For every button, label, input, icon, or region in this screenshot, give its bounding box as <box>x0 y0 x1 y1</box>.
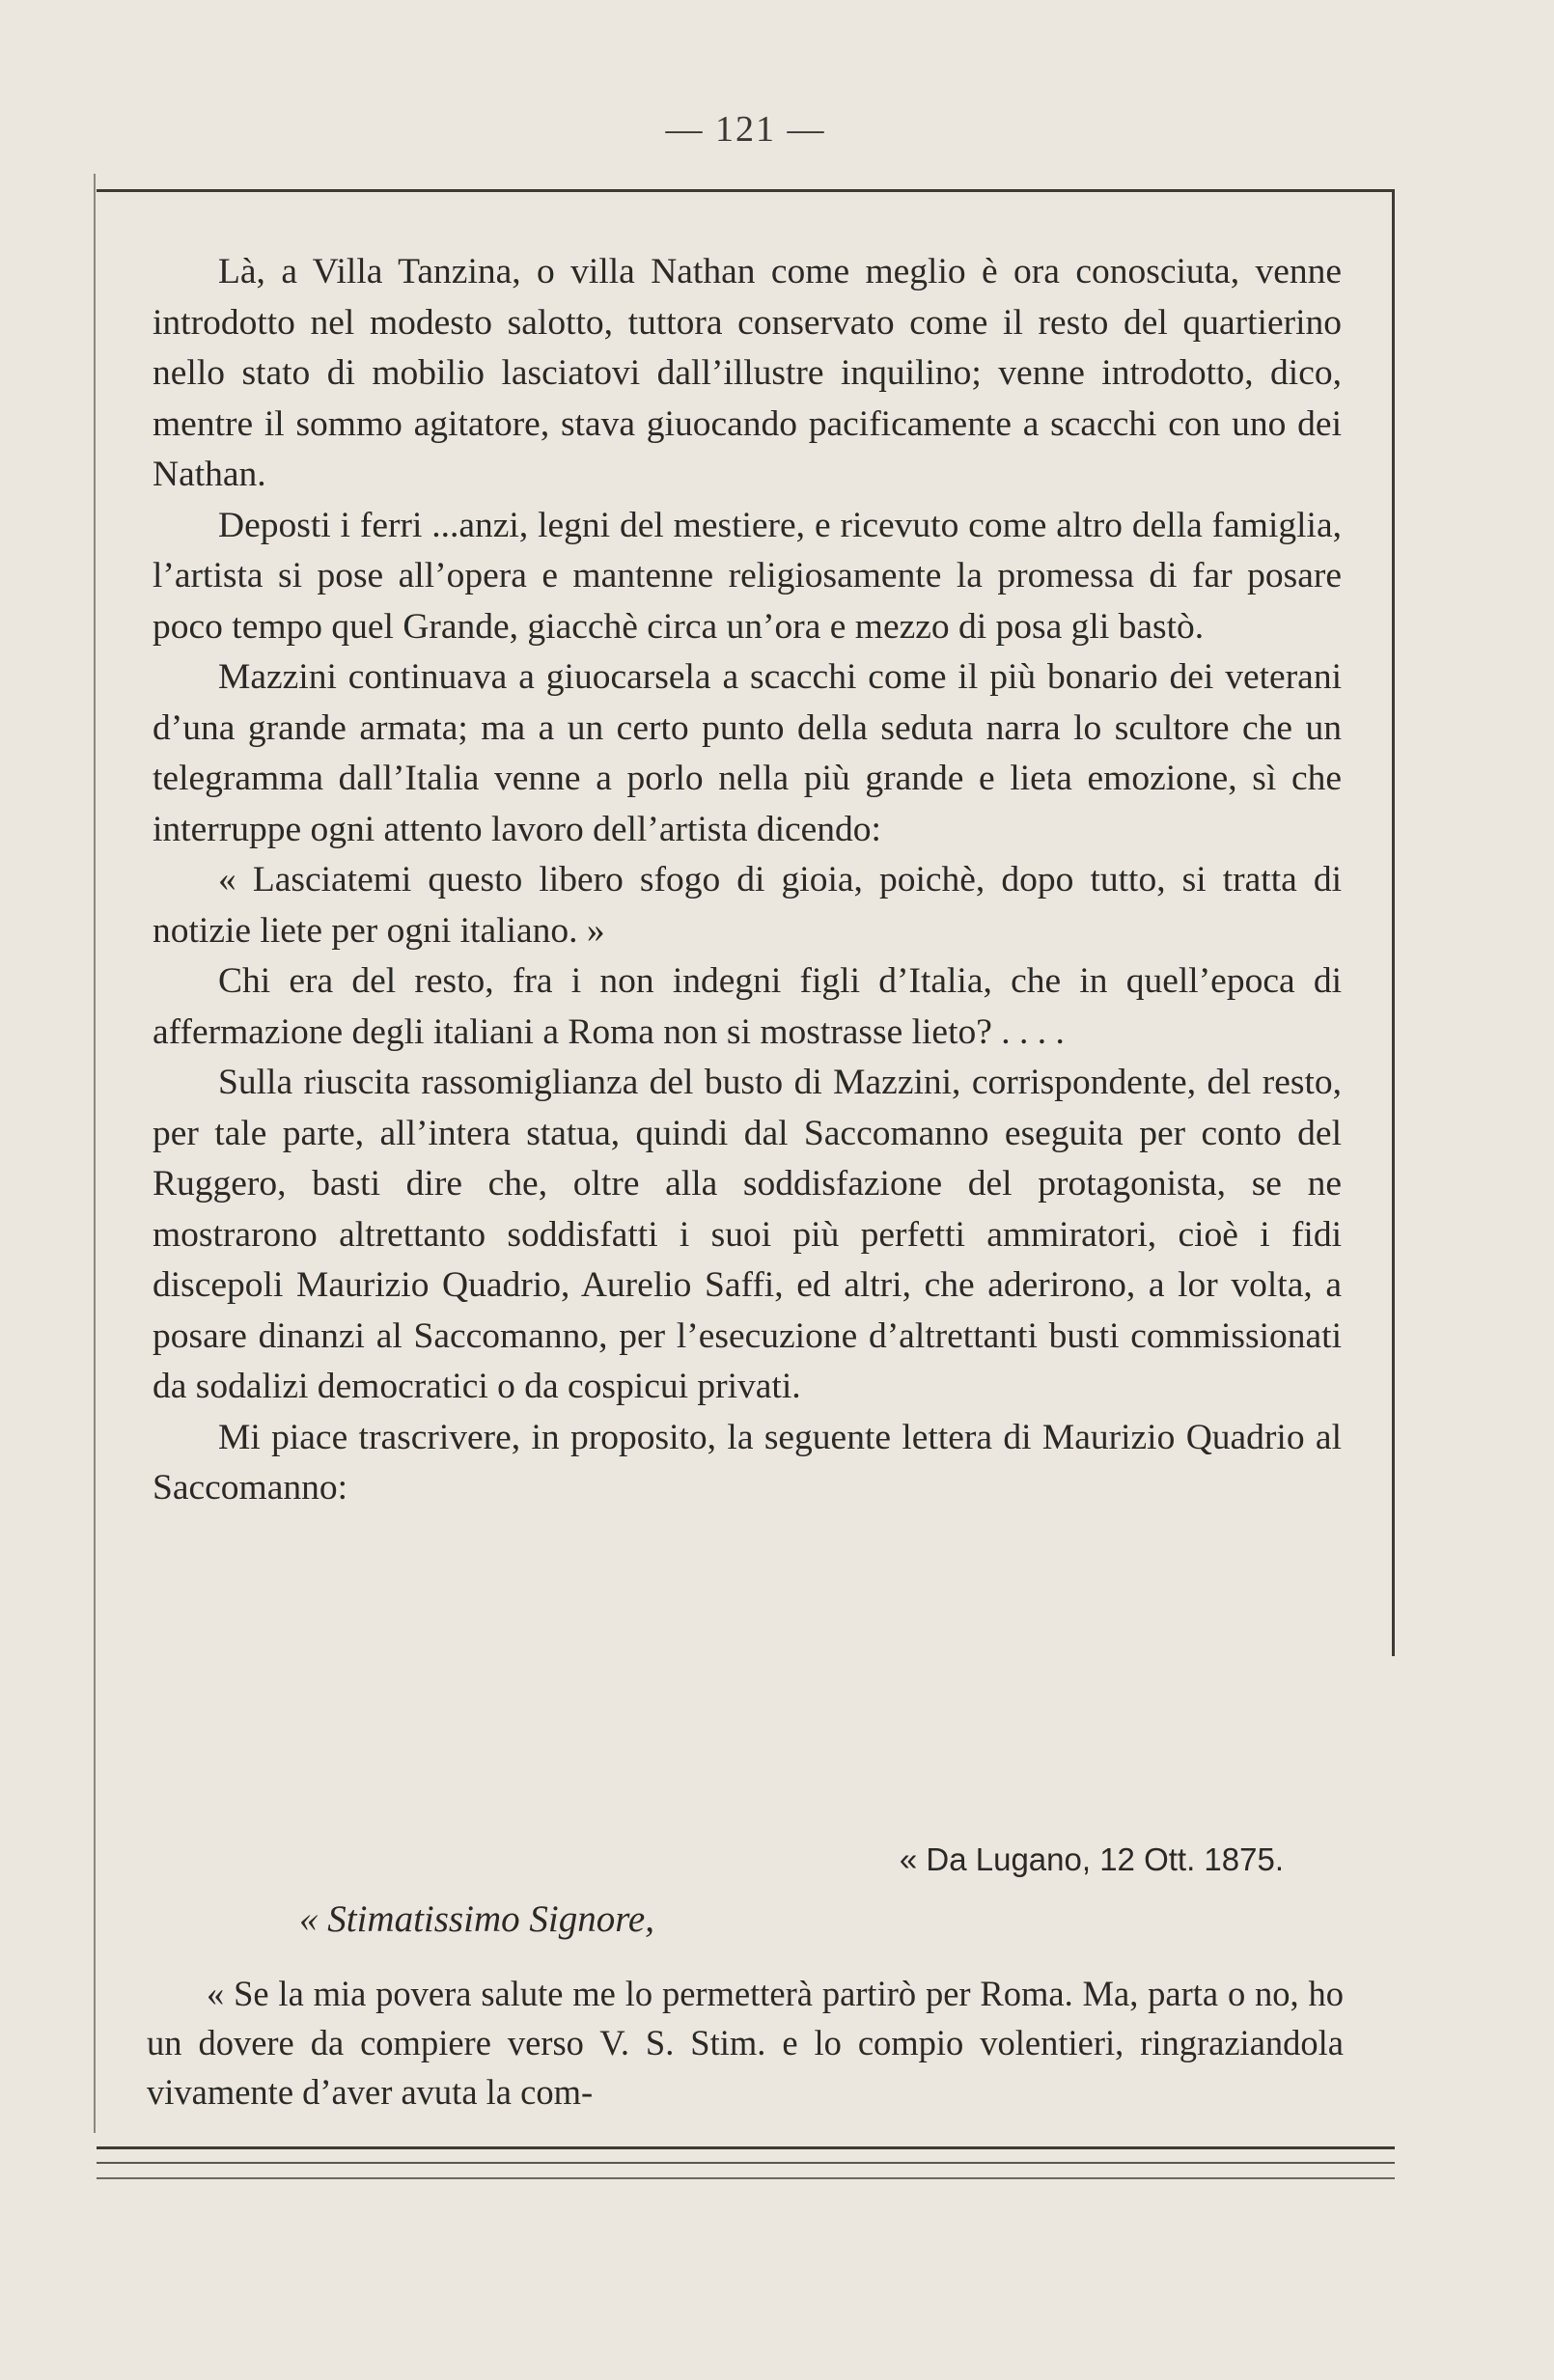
paragraph-rassomiglianza: Sulla riuscita rassomiglianza del busto di Mazzini, corrispondente, del resto, per tale parte, all’intera statua, quindi dal Saccomanno eseguita per conto del Ruggero, basti dire che, oltre alla soddisfazione del protagonista, se ne mostrarono altrettanto soddisfatti i suoi più perfetti ammiratori, cioè i fidi discepoli Maurizio Quadrio, Aurelio Saffi, ed altri, che aderirono, a lor volta, a posare dinanzi al Saccomanno, per l’esecuzione d’altrettanti busti commissionati da sodalizi democratici o da cospicui privati. <box>153 1063 1342 1406</box>
letter-date: « Da Lugano, 12 Ott. 1875. <box>899 1841 1284 1877</box>
paragraph-trascrivere: Mi piace trascrivere, in proposito, la seguente lettera di Maurizio Quadrio al Saccomanno: <box>153 1417 1342 1508</box>
page-number: — 121 — <box>665 109 826 150</box>
frame-top-rule <box>97 189 1395 192</box>
frame-bottom-rule <box>97 2146 1395 2149</box>
frame-bottom-rule-3 <box>97 2177 1395 2179</box>
paragraph-villa-tanzina: Là, a Villa Tanzina, o villa Nathan come meglio è ora conosciuta, venne introdotto nel modesto salotto, tuttora conservato come il resto del quartierino nello stato di mobilio lasciatovi dall’illustre inquilino; venne introdotto, dico, mentre il sommo agitatore, stava giuocando pacificamente a scacchi con uno dei Nathan. <box>153 252 1342 494</box>
frame-left-rule <box>94 174 96 2133</box>
letter-body <box>147 1969 1344 2117</box>
frame-bottom-rule-2 <box>97 2162 1395 2164</box>
body-text <box>153 247 1342 1514</box>
paragraph-deposti: Deposti i ferri ...anzi, legni del mestiere, e ricevuto come altro della famiglia, l’artista si pose all’opera e mantenne religiosamente la promessa di far posare poco tempo quel Grande, giacchè circa un’ora e mezzo di posa gli bastò. <box>153 505 1342 647</box>
letter-body-text: « Se la mia povera salute me lo permetterà partirò per Roma. Ma, parta o no, ho un dovere da compiere verso V. S. Stim. e lo compio volentieri, ringraziandola vivamente d’aver avuta la com- <box>147 1974 1344 2112</box>
frame-right-rule <box>1392 189 1395 1656</box>
paragraph-chi-era: Chi era del resto, fra i non indegni figli d’Italia, che in quell’epoca di affermazione degli italiani a Roma non si mostrasse lieto? . . . . <box>153 961 1342 1052</box>
paragraph-mazzini-scacchi: Mazzini continuava a giuocarsela a scacchi come il più bonario dei veterani d’una grande armata; ma a un certo punto della seduta narra lo scultore che un telegramma dall’Italia venne a porlo nella più grande e lieta emozione, sì che interruppe ogni attento lavoro dell’artista dicendo: <box>153 657 1342 849</box>
paragraph-quotation: « Lasciatemi questo libero sfogo di gioia, poichè, dopo tutto, si tratta di notizie liete per ogni italiano. » <box>153 860 1342 951</box>
letter-salutation: « Stimatissimo Signore, <box>299 1898 654 1940</box>
